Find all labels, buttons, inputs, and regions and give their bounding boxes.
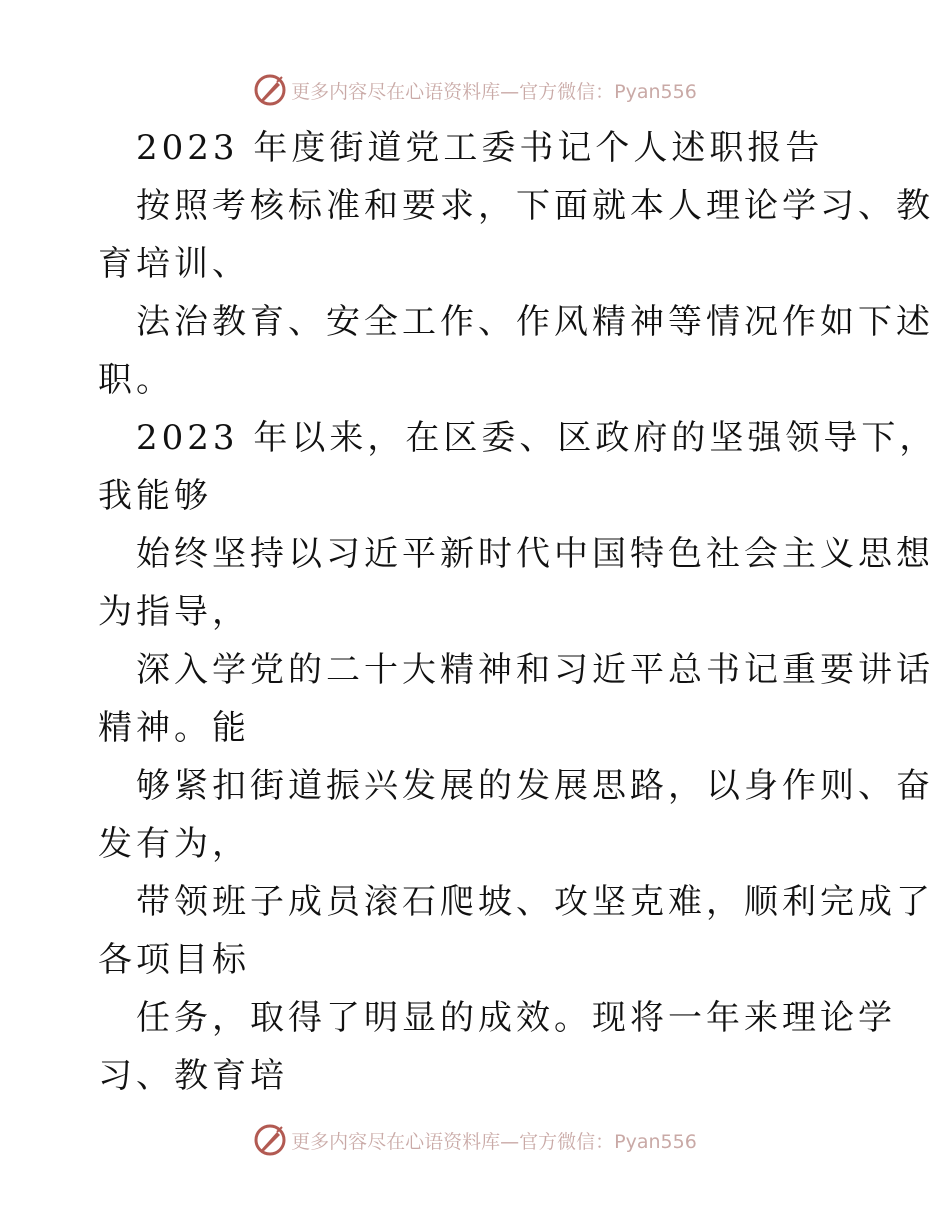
header-watermark — [0, 70, 950, 110]
quill-pen-logo-icon — [253, 73, 287, 107]
quill-pen-logo-icon — [253, 1123, 287, 1157]
paragraph-line: 够紧扣街道振兴发展的发展思路，以身作则、奋 — [136, 766, 934, 806]
paragraph-line: 育培训、 — [98, 244, 250, 284]
watermark-text: 更多内容尽在心语资料库—官方微信：Pyan556 — [291, 80, 697, 103]
paragraph-line: 各项目标 — [98, 940, 250, 980]
document-title: 2023 年度街道党工委书记个人述职报告 — [136, 128, 824, 168]
paragraph-line: 2023 年以来，在区委、区政府的坚强领导下， — [136, 418, 938, 458]
paragraph-line: 习、教育培 — [98, 1056, 288, 1096]
paragraph-line: 法治教育、安全工作、作风精神等情况作如下述 — [136, 302, 934, 342]
paragraph-line: 职。 — [98, 360, 174, 400]
footer-watermark — [0, 1120, 950, 1160]
paragraph-line: 带领班子成员滚石爬坡、攻坚克难，顺利完成了 — [136, 882, 934, 922]
paragraph-line: 任务，取得了明显的成效。现将一年来理论学 — [136, 998, 896, 1038]
paragraph-line: 精神。能 — [98, 708, 250, 748]
paragraph-line: 发有为， — [98, 824, 250, 864]
paragraph-line: 为指导， — [98, 592, 250, 632]
watermark-text: 更多内容尽在心语资料库—官方微信：Pyan556 — [291, 1130, 697, 1153]
paragraph-line: 我能够 — [98, 476, 212, 516]
paragraph-line: 按照考核标准和要求，下面就本人理论学习、教 — [136, 186, 934, 226]
paragraph-line: 始终坚持以习近平新时代中国特色社会主义思想 — [136, 534, 934, 574]
paragraph-line: 深入学党的二十大精神和习近平总书记重要讲话 — [136, 650, 934, 690]
